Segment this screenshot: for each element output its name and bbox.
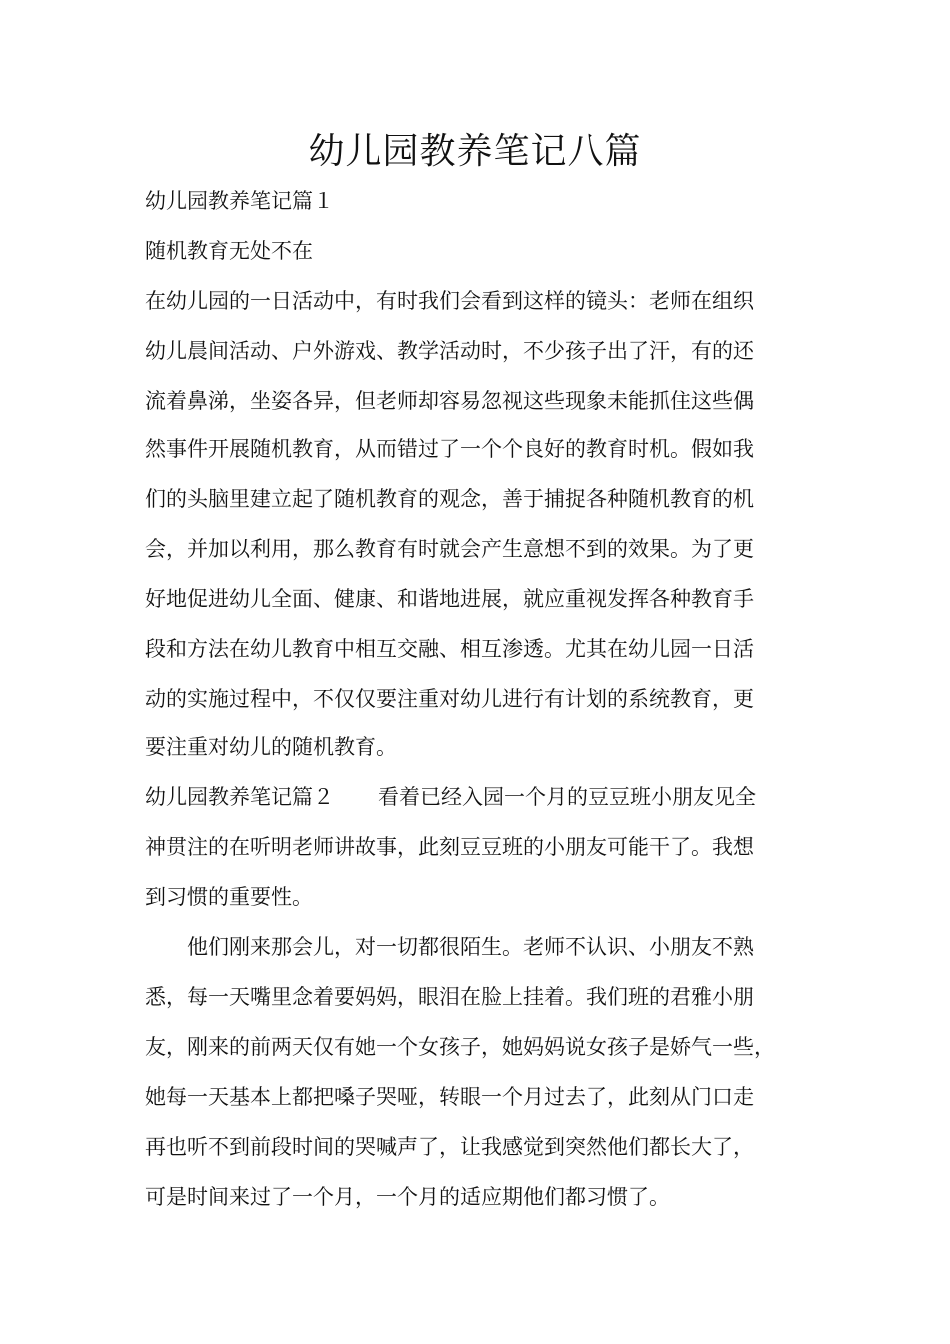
paragraph-line: 悉，每一天嘴里念着要妈妈，眼泪在脸上挂着。我们班的君雅小朋 bbox=[145, 985, 754, 1009]
paragraph-line: 好地促进幼儿全面、健康、和谐地进展，就应重视发挥各种教育手 bbox=[145, 587, 754, 611]
paragraph-line: 神贯注的在听明老师讲故事，此刻豆豆班的小朋友可能干了。我想 bbox=[145, 835, 754, 859]
subheading-random-education: 随机教育无处不在 bbox=[145, 239, 313, 263]
document-title: 幼儿园教养笔记八篇 bbox=[308, 131, 642, 172]
paragraph-line: 友，刚来的前两天仅有她一个女孩子，她妈妈说女孩子是娇气一些， bbox=[145, 1035, 775, 1059]
paragraph-line: 再也听不到前段时间的哭喊声了，让我感觉到突然他们都长大了， bbox=[145, 1135, 754, 1159]
paragraph-line: 她每一天基本上都把嗓子哭哑，转眼一个月过去了，此刻从门口走 bbox=[145, 1085, 754, 1109]
section-heading-2: 幼儿园教养笔记篇２ bbox=[145, 785, 334, 809]
section-heading-1: 幼儿园教养笔记篇１ bbox=[145, 189, 334, 213]
paragraph-line: 流着鼻涕，坐姿各异，但老师却容易忽视这些现象未能抓住这些偶 bbox=[145, 389, 754, 413]
paragraph-line: 会，并加以利用，那么教育有时就会产生意想不到的效果。为了更 bbox=[145, 537, 754, 561]
paragraph-line: 他们刚来那会儿，对一切都很陌生。老师不认识、小朋友不熟 bbox=[145, 935, 754, 959]
paragraph-line: 幼儿晨间活动、户外游戏、教学活动时，不少孩子出了汗，有的还 bbox=[145, 339, 754, 363]
paragraph-line: 到习惯的重要性。 bbox=[145, 885, 313, 909]
paragraph-line: 们的头脑里建立起了随机教育的观念，善于捕捉各种随机教育的机 bbox=[145, 487, 754, 511]
paragraph-line: 然事件开展随机教育，从而错过了一个个良好的教育时机。假如我 bbox=[145, 437, 754, 461]
paragraph-line: 看着已经入园一个月的豆豆班小朋友见全 bbox=[378, 785, 756, 809]
paragraph-line: 段和方法在幼儿教育中相互交融、相互渗透。尤其在幼儿园一日活 bbox=[145, 637, 754, 661]
paragraph-line: 在幼儿园的一日活动中，有时我们会看到这样的镜头：老师在组织 bbox=[145, 289, 754, 313]
paragraph-line: 可是时间来过了一个月，一个月的适应期他们都习惯了。 bbox=[145, 1185, 670, 1209]
section-heading-2-line bbox=[145, 782, 825, 812]
paragraph-line: 动的实施过程中，不仅仅要注重对幼儿进行有计划的系统教育，更 bbox=[145, 687, 754, 711]
paragraph-line: 要注重对幼儿的随机教育。 bbox=[145, 735, 397, 759]
